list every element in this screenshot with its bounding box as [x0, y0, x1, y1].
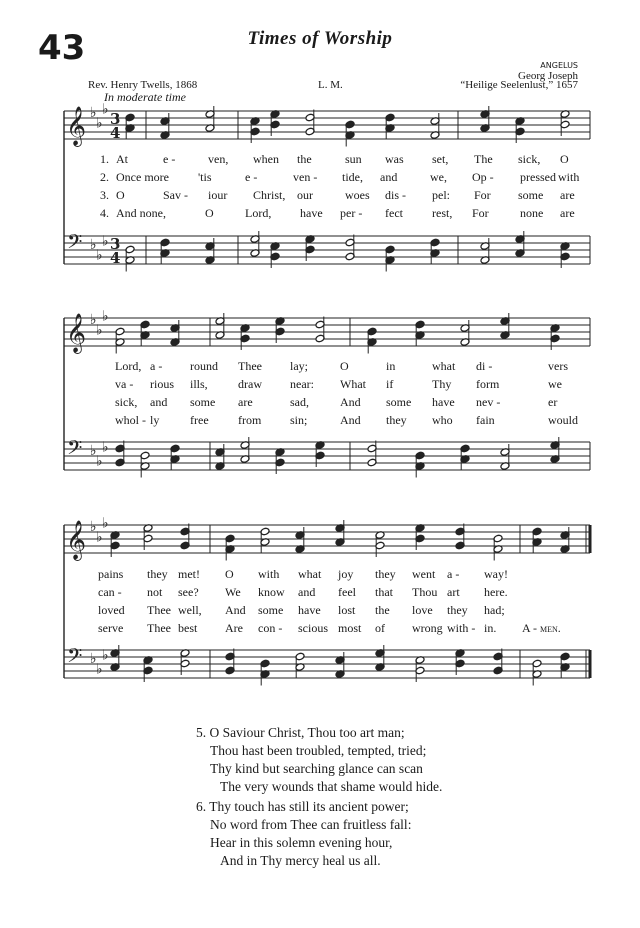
lyric-syllable: ills,: [190, 377, 208, 391]
flat-sign: ♭: [102, 647, 109, 664]
lyric-syllable: And none,: [116, 206, 166, 220]
lyric-syllable: form: [476, 377, 500, 391]
flat-sign: ♭: [90, 443, 97, 459]
lyric-syllable: if: [386, 377, 394, 391]
lyric-syllable: when: [253, 152, 279, 166]
flat-sign: ♭: [102, 439, 109, 456]
flat-sign: ♭: [96, 661, 103, 678]
lyric-syllable: O: [340, 359, 349, 373]
lyric-syllable: with -: [447, 621, 476, 635]
lyric-syllable: lay;: [290, 359, 308, 373]
lyric-syllable: art: [447, 585, 460, 599]
lyric-syllable: lost: [338, 603, 356, 617]
lyric-syllable: Lord,: [115, 359, 142, 373]
flat-sign: ♭: [102, 308, 109, 325]
stanza-line: And in Thy mercy heal us all.: [220, 853, 381, 868]
lyric-syllable: serve: [98, 621, 124, 635]
lyric-syllable: have: [298, 603, 321, 617]
hymn-number: 43: [38, 28, 86, 68]
lyric-syllable: Once more: [116, 170, 169, 184]
lyric-syllable: Thee: [147, 603, 171, 617]
lyric-syllable: e -: [245, 170, 258, 184]
flat-sign: ♭: [90, 237, 97, 253]
meter: L. M.: [318, 79, 343, 91]
lyric-syllable: set,: [432, 152, 449, 166]
lyric-syllable: sick,: [115, 395, 138, 409]
lyric-syllable: what: [432, 359, 456, 373]
flat-sign: ♭: [102, 101, 109, 118]
lyric-syllable: they: [447, 603, 468, 617]
lyric-syllable: woes: [345, 188, 370, 202]
lyric-syllable: fain: [476, 413, 495, 427]
lyric-syllable: sun: [345, 152, 362, 166]
lyric-syllable: free: [190, 413, 209, 427]
lyric-syllable: we: [548, 377, 562, 391]
lyric-syllable: with: [558, 170, 580, 184]
lyric-syllable: some: [386, 395, 412, 409]
lyric-syllable: are: [560, 188, 575, 202]
lyric-syllable: the: [375, 603, 390, 617]
lyric-syllable: love: [412, 603, 433, 617]
lyric-syllable: see?: [178, 585, 199, 599]
lyric-syllable: from: [238, 413, 262, 427]
stanza-number: 6.: [196, 799, 207, 814]
tune-name: ANGELUS: [540, 61, 578, 70]
lyric-syllable: some: [518, 188, 544, 202]
lyric-syllable: The: [474, 152, 493, 166]
lyric-syllable: nev -: [476, 395, 501, 409]
lyric-syllable: had;: [484, 603, 505, 617]
lyric-syllable: would: [548, 413, 578, 427]
tempo-marking: In moderate time: [104, 90, 186, 104]
treble-clef: 𝄞: [66, 520, 87, 560]
time-signature: 4: [110, 249, 121, 267]
stanza-line: Thy touch has still its ancient power;: [209, 799, 409, 814]
lyric-syllable: have: [300, 206, 323, 220]
lyric-syllable: tide,: [342, 170, 363, 184]
lyric-syllable: none: [520, 206, 544, 220]
lyric-syllable: ven,: [208, 152, 229, 166]
lyric-syllable: the: [297, 152, 312, 166]
bass-clef: 𝄢: [67, 644, 83, 672]
lyric-syllable: 'tis: [198, 170, 212, 184]
lyric-syllable: they: [386, 413, 407, 427]
lyric-syllable: Are: [225, 621, 243, 635]
flat-sign: ♭: [90, 519, 97, 535]
tune-source: “Heilige Seelenlust,” 1657: [460, 79, 578, 91]
flat-sign: ♭: [102, 515, 109, 532]
lyric-syllable: in.: [484, 621, 497, 635]
lyric-syllable: ven -: [293, 170, 318, 184]
lyric-syllable: vers: [548, 359, 568, 373]
lyric-syllable: For: [472, 206, 489, 220]
lyric-syllable: What: [340, 377, 366, 391]
lyric-syllable: sick,: [518, 152, 541, 166]
stanza-line: Hear in this solemn evening hour,: [210, 835, 393, 850]
lyric-syllable: they: [147, 567, 168, 581]
lyric-syllable: can -: [98, 585, 122, 599]
lyric-syllable: Thee: [147, 621, 171, 635]
lyric-syllable: know: [258, 585, 285, 599]
lyric-syllable: met!: [178, 567, 200, 581]
lyric-syllable: here.: [484, 585, 508, 599]
flat-sign: ♭: [96, 322, 103, 339]
lyric-syllable: Lord,: [245, 206, 272, 220]
treble-clef: 𝄞: [66, 106, 87, 146]
lyric-syllable: what: [298, 567, 322, 581]
lyric-syllable: iour: [208, 188, 228, 202]
time-signature: 3: [110, 235, 121, 253]
verse-number: 2.: [100, 170, 109, 184]
flat-sign: ♭: [90, 105, 97, 121]
lyric-syllable: in: [386, 359, 396, 373]
lyric-syllable: sin;: [290, 413, 308, 427]
lyric-syllable: whol -: [115, 413, 146, 427]
flat-sign: ♭: [90, 312, 97, 328]
lyric-syllable: Thy: [432, 377, 452, 391]
stanza-line: The very wounds that shame would hide.: [220, 779, 443, 794]
lyric-syllable: was: [385, 152, 404, 166]
lyric-syllable: some: [258, 603, 284, 617]
stanza-5: [196, 724, 442, 796]
lyric-syllable: that: [375, 585, 393, 599]
lyric-syllable: joy: [338, 567, 354, 581]
lyric-syllable: At: [116, 152, 128, 166]
lyric-syllable: who: [432, 413, 453, 427]
lyric-syllable: with: [258, 567, 280, 581]
flat-sign: ♭: [90, 651, 97, 667]
lyric-syllable: went: [412, 567, 436, 581]
lyric-syllable: of: [375, 621, 385, 635]
lyric-syllable: and: [298, 585, 316, 599]
lyric-syllable: O: [116, 188, 125, 202]
lyric-syllable: di -: [476, 359, 493, 373]
stanza-line: Thy kind but searching glance can scan: [210, 761, 423, 776]
lyric-syllable: our: [297, 188, 313, 202]
amen-text: A - men.: [522, 621, 561, 635]
verse-number: 3.: [100, 188, 109, 202]
lyric-syllable: wrong: [412, 621, 443, 635]
lyric-syllable: Sav -: [163, 188, 188, 202]
lyric-syllable: and: [150, 395, 168, 409]
lyric-syllable: draw: [238, 377, 262, 391]
lyric-syllable: And: [340, 395, 361, 409]
lyric-syllable: ly: [150, 413, 160, 427]
lyric-syllable: a -: [150, 359, 163, 373]
lyric-syllable: most: [338, 621, 362, 635]
stanza-line: O Saviour Christ, Thou too art man;: [209, 725, 405, 740]
lyric-syllable: some: [190, 395, 216, 409]
lyric-syllable: and: [380, 170, 398, 184]
lyric-syllable: We: [225, 585, 241, 599]
lyric-syllable: we,: [430, 170, 447, 184]
flat-sign: ♭: [96, 247, 103, 264]
lyric-syllable: per -: [340, 206, 363, 220]
lyric-syllable: way!: [484, 567, 508, 581]
lyric-syllable: best: [178, 621, 198, 635]
lyric-syllable: rious: [150, 377, 174, 391]
lyric-syllable: And: [225, 603, 246, 617]
lyric-syllable: dis -: [385, 188, 406, 202]
lyric-syllable: con -: [258, 621, 283, 635]
lyric-syllable: Christ,: [253, 188, 286, 202]
lyric-syllable: near:: [290, 377, 314, 391]
lyric-syllable: well,: [178, 603, 202, 617]
lyric-syllable: are: [560, 206, 575, 220]
lyric-syllable: er: [548, 395, 558, 409]
verse-number: 4.: [100, 206, 109, 220]
lyric-syllable: a -: [447, 567, 460, 581]
flat-sign: ♭: [96, 529, 103, 546]
flat-sign: ♭: [96, 115, 103, 132]
lyric-syllable: pains: [98, 567, 124, 581]
hymn-title: Times of Worship: [247, 28, 393, 49]
bass-clef: 𝄢: [67, 230, 83, 258]
lyric-syllable: pel:: [432, 188, 450, 202]
lyric-syllable: O: [225, 567, 234, 581]
stanza-number: 5.: [196, 725, 207, 740]
lyric-syllable: fect: [385, 206, 403, 220]
lyric-syllable: e -: [163, 152, 176, 166]
lyric-syllable: have: [432, 395, 455, 409]
lyric-syllable: O: [560, 152, 569, 166]
lyric-syllable: For: [474, 188, 491, 202]
time-signature: 4: [110, 124, 121, 142]
lyric-syllable: round: [190, 359, 218, 373]
lyric-syllable: rest,: [432, 206, 453, 220]
lyric-syllable: are: [238, 395, 253, 409]
author: Rev. Henry Twells, 1868: [88, 79, 198, 91]
flat-sign: ♭: [96, 453, 103, 470]
treble-clef: 𝄞: [66, 313, 87, 353]
lyric-syllable: Thee: [238, 359, 262, 373]
lyric-syllable: And: [340, 413, 361, 427]
lyric-syllable: Thou: [412, 585, 438, 599]
bass-clef: 𝄢: [67, 436, 83, 464]
stanza-line: Thou hast been troubled, tempted, tried;: [210, 743, 427, 758]
lyric-syllable: O: [205, 206, 214, 220]
time-signature: 3: [110, 110, 121, 128]
lyric-syllable: sad,: [290, 395, 309, 409]
lyric-syllable: feel: [338, 585, 356, 599]
lyric-syllable: loved: [98, 603, 125, 617]
lyric-syllable: scious: [298, 621, 328, 635]
lyric-syllable: not: [147, 585, 163, 599]
lyric-syllable: Op -: [472, 170, 494, 184]
stanza-6: [196, 798, 411, 870]
lyric-syllable: pressed: [520, 170, 556, 184]
flat-sign: ♭: [102, 233, 109, 250]
lyric-syllable: they: [375, 567, 396, 581]
lyric-syllable: va -: [115, 377, 134, 391]
stanza-line: No word from Thee can fruitless fall:: [210, 817, 412, 832]
verse-number: 1.: [100, 152, 109, 166]
composer: Georg Joseph: [518, 70, 578, 82]
